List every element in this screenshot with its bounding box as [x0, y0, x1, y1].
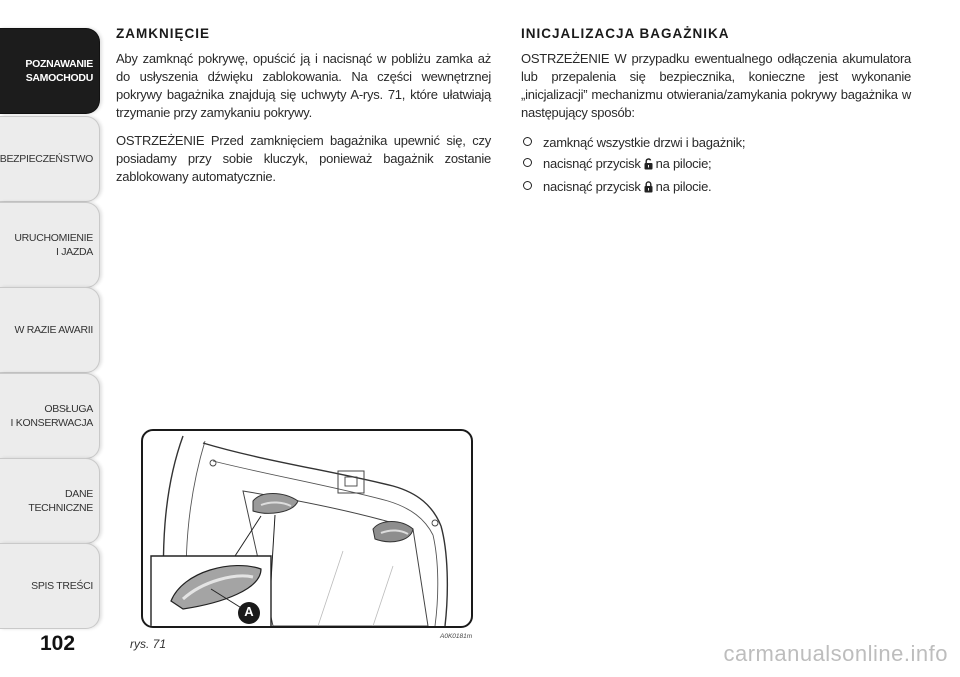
- tab-obsluga-i-konserwacja[interactable]: OBSŁUGA I KONSERWACJA: [0, 373, 100, 459]
- callout-label: A: [244, 604, 254, 619]
- lock-icon: [644, 178, 653, 199]
- tab-w-razie-awarii[interactable]: W RAZIE AWARII: [0, 287, 100, 373]
- circle-bullet-icon: [523, 137, 532, 146]
- grab-handle-right: [373, 522, 413, 542]
- step-text: zamknąć wszystkie drzwi i bagażnik;: [543, 135, 746, 150]
- trunk-lid-illustration: [143, 431, 471, 626]
- circle-bullet-icon: [523, 181, 532, 190]
- section-initialization: [521, 26, 911, 199]
- section-heading-initialization: INICJALIZACJA BAGAŻNIKA: [521, 26, 730, 41]
- unlock-icon: [644, 155, 653, 176]
- section-heading-closing: ZAMKNIĘCIE: [116, 26, 210, 41]
- step-text: nacisnąć przycisk: [543, 156, 641, 171]
- tab-dane-techniczne[interactable]: DANE TECHNICZNE: [0, 458, 100, 544]
- tab-uruchomienie-i-jazda[interactable]: URUCHOMIENIE I JAZDA: [0, 202, 100, 288]
- page-number: 102: [40, 632, 76, 655]
- circle-bullet-icon: [523, 158, 532, 167]
- initialization-steps: [521, 132, 911, 199]
- paragraph-closing-instructions: Aby zamknąć pokrywę, opuścić ją i nacisnąć w pobliżu zamka aż do usłyszenia dźwięku zablokowania. Na części wewnętrznej pokrywy bagażnika znajdują się uchwyty A-rys. 71, które ułatwiają trzymanie przy zamykaniu pokrywy.: [116, 51, 491, 120]
- watermark: carmanualsonline.info: [723, 641, 948, 666]
- list-item: [521, 153, 911, 176]
- list-item: [521, 132, 911, 153]
- grab-handle-upper: [253, 494, 298, 514]
- tab-poznawanie-samochodu[interactable]: POZNAWANIE SAMOCHODU: [0, 28, 100, 114]
- list-item: [521, 176, 911, 199]
- step-text-end: na pilocie.: [655, 179, 712, 194]
- figure-caption: rys. 71: [130, 637, 167, 651]
- tab-spis-tresci[interactable]: SPIS TREŚCI: [0, 543, 100, 629]
- figure-code: A0K0181m: [440, 633, 473, 640]
- tab-bezpieczenstwo[interactable]: BEZPIECZEŃSTWO: [0, 116, 100, 202]
- paragraph-initialization-warning: OSTRZEŻENIE W przypadku ewentualnego odłączenia akumulatora lub przepalenia się bezpiecznika, konieczne jest wykonanie „inicjalizacji” mechanizmu otwierania/zamykania pokrywy bagażnika w następujący sposób:: [521, 51, 911, 120]
- step-text: nacisnąć przycisk: [543, 179, 641, 194]
- step-text-end: na pilocie;: [655, 156, 712, 171]
- paragraph-closing-warning: OSTRZEŻENIE Przed zamknięciem bagażnika upewnić się, czy posiadamy przy sobie kluczyk, ponieważ bagażnik zostanie zablokowany automatycznie.: [116, 133, 491, 184]
- figure-trunk-lid: [141, 429, 473, 628]
- section-closing: [116, 26, 491, 196]
